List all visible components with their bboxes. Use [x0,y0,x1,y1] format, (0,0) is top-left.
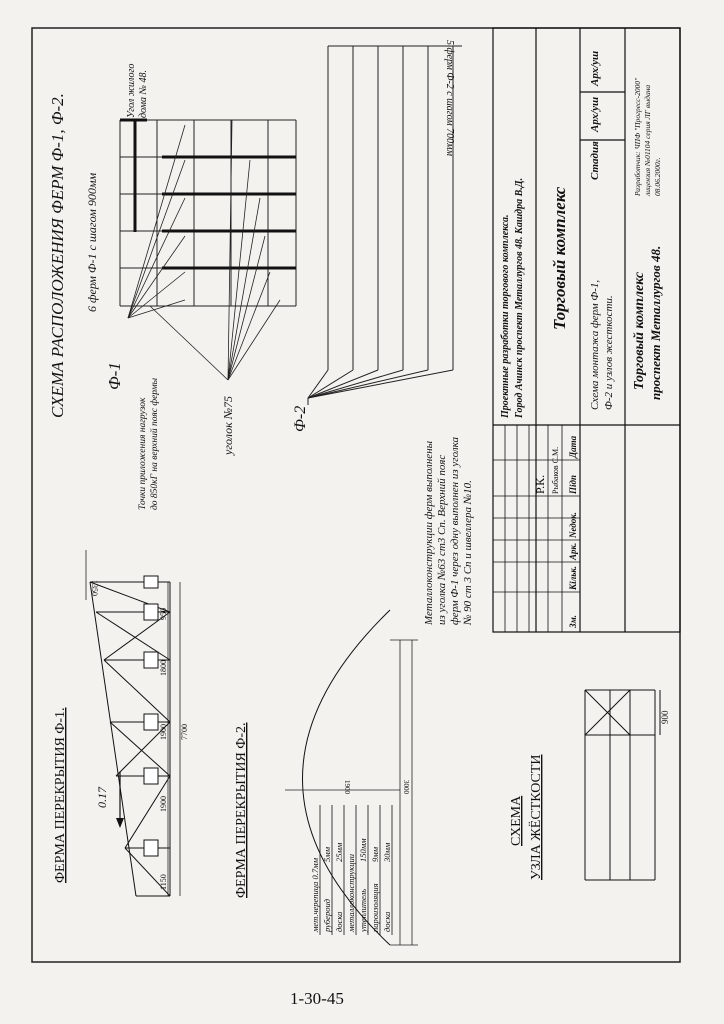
dev-line-3: 08.06.2000г. [653,157,662,196]
node-drawing [585,690,660,880]
object-name: Торговый комплекс [550,186,569,330]
stage-value-2: Арх/уш [589,50,601,86]
sheet-title-1: Схема монтажа ферм Ф-1, [589,279,601,410]
layer-4: утеплитель [358,888,368,932]
header-data: Дата [568,435,578,458]
layer-6-t: 30мм [382,842,392,862]
stage-label: Стадия [589,141,601,180]
metal-note-1: Металлоконструкции ферм выполнены [423,440,435,625]
stage-value-1: Арх/уш [589,96,601,132]
header-kilk: Кільк. [568,565,578,590]
layer-2-t: 25мм [334,842,344,862]
f1-mark: Ф-1 [105,362,124,390]
truss-f1-dims [86,550,180,896]
header-zm: Зм. [568,615,578,628]
truss-f1-title: ФЕРМА ПЕРЕКРЫТИЯ Ф-1. [53,707,68,883]
sheet-title-2: Ф-2 и узлов жесткости. [603,295,615,410]
project-line-2: Город Ачинск проспект Металлургов 48. Кашдра В.Д. [514,177,525,418]
header-ark: Арк. [568,542,578,560]
layer-3: металлоконструкции [346,853,356,932]
dim-950: 950 [159,608,168,620]
corner-note-1: Угол жилого [126,63,137,118]
dim-1900-a: 1900 [159,796,168,812]
header-pidp: Підп [568,475,578,494]
metal-note-2: из уголка №63 ст3 Сп. Верхний пояс [436,454,448,625]
dim-1900: 1900 [343,780,351,794]
title-block [493,28,680,632]
header-ndok: Nедок. [568,511,578,538]
load-note-1: Точки приложения нагрузок [138,397,148,510]
layer-2: доска [334,911,344,932]
dev-line-1: Разработчик: ЧПФ "Прогресс-2000" [633,77,642,196]
truss-f2-title: ФЕРМА ПЕРЕКРЫТИЯ Ф-2. [234,722,249,898]
layer-0: мет.черепица 0.7мм [310,857,320,932]
truss-f2-layout [308,46,462,405]
dim-1900-b: 1900 [159,724,168,740]
layer-1: рубероид [322,898,332,932]
signature: Р.К. [533,474,547,494]
node-dim: 900 [660,710,670,724]
layout-scheme [48,40,474,626]
layout-title: СХЕМА РАСПОЛОЖЕНИЯ ФЕРМ Ф-1, Ф-2. [48,93,67,418]
truss-f1 [53,550,189,896]
building-name-2: проспект Металлургов 48. [648,245,663,400]
node-title-1: СХЕМА [509,795,524,846]
slope-arrow-head [116,818,124,828]
footer-handwritten: 1-30-45 [290,989,344,1008]
metal-note-4: № 90 ст 3 Сп и швеллера №10. [462,480,474,625]
layer-4-t: 150мм [358,838,368,862]
metal-note-3: ферм Ф-1 через одну выполнен из уголка [449,437,461,625]
truss-f2 [234,610,418,945]
dim-7700: 7700 [180,724,189,740]
author: Рыбаков С.М. [551,446,560,494]
f2-mark: Ф-2 [292,405,309,432]
angle-note: уголок №75 [221,395,235,455]
load-leaders [128,120,280,380]
project-line-1: Проектные разработки торгового комплекса. [500,214,511,418]
layer-1-t: 5мм [322,846,332,862]
layer-6: доска [382,911,392,932]
dev-line-2: лицензия №01104 серия ЛГ выдана [643,84,652,196]
dim-1800: 1800 [159,660,168,676]
layout-grid [120,120,296,306]
layer-5-t: 9мм [370,846,380,862]
dim-3000: 3000 [402,780,410,794]
dim-1350: 1350 [90,580,99,596]
node-title-2: УЗЛА ЖЁСТКОСТИ [529,754,544,880]
f2-note: 5 ферм Ф-2 с шагом 700мм [444,40,455,156]
slope-label: 0.17 [95,787,109,808]
layer-5: пароизоляция [370,883,380,932]
f1-note: 6 ферм Ф-1 с шагом 900мм [85,172,99,312]
stiffness-node [509,690,670,880]
building-name-1: Торговый комплекс [632,271,647,390]
dim-1150: 1150 [159,874,168,890]
load-note-2: до 850кГ на верхний пояс фермы [150,377,160,510]
corner-note-2: дома № 48. [138,70,149,118]
